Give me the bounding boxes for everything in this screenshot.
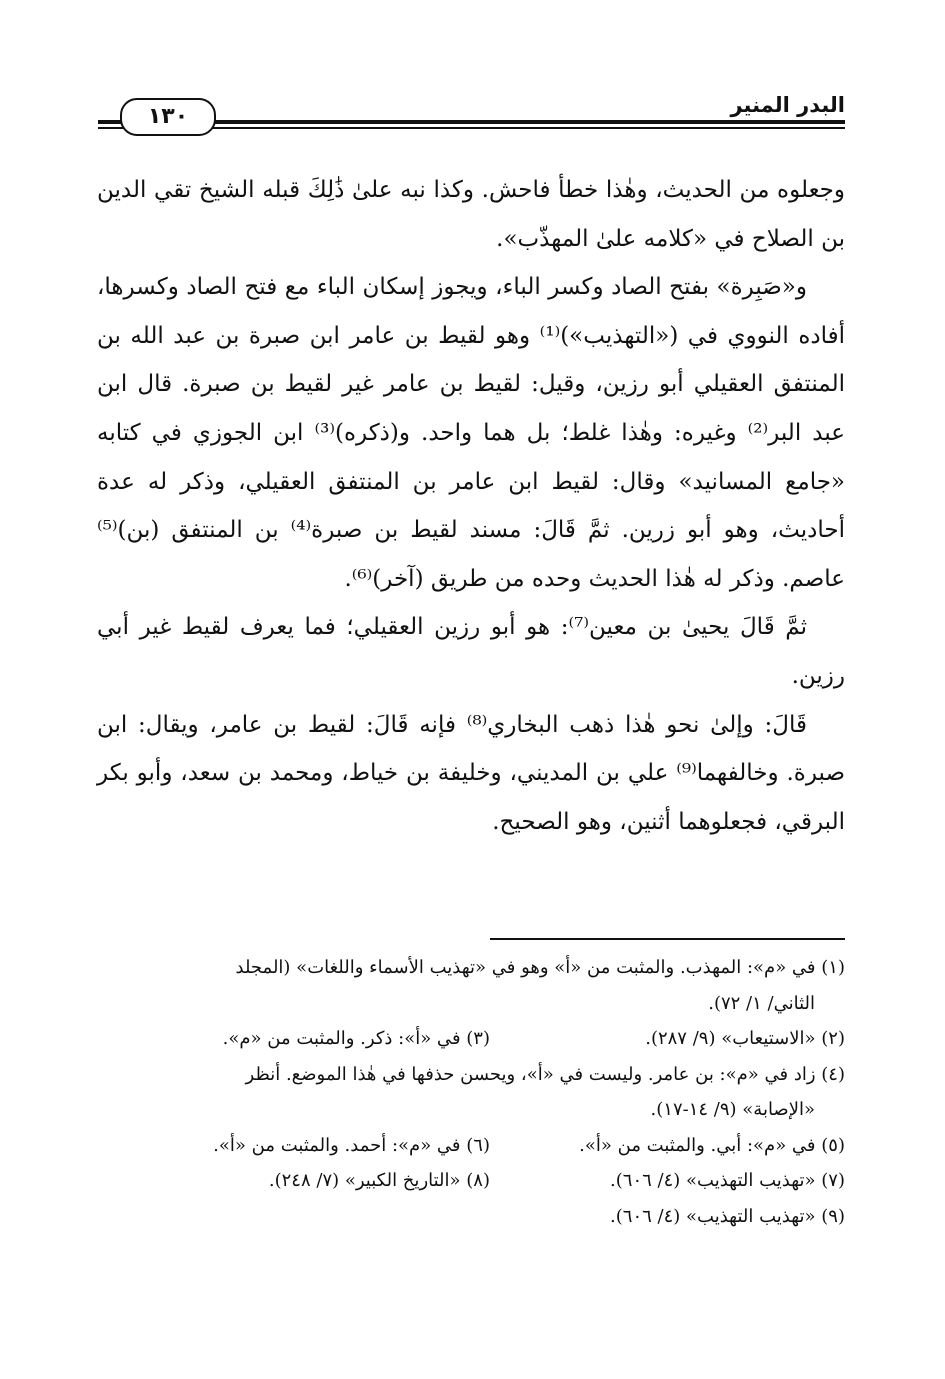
footnote-text: الثاني/ ١/ ٧٢). xyxy=(708,992,815,1014)
paragraph: قَالَ: وإلىٰ نحو هٰذا ذهب البخاري⁽⁸⁾ فإنه قَالَ: لقيط بن عامر، ويقال: ابن صبرة. وخالفهما⁽⁹⁾ علي بن المديني، وخليفة بن خياط، ومحمد بن سعد، وأبو بكر البرقي، فجعلوهما أثنين، وهو الصحيح. xyxy=(97,711,845,835)
footnote-1-continued xyxy=(97,986,845,1022)
paragraph: وجعلوه من الحديث، وهٰذا خطأ فاحش. وكذا نبه علىٰ ذَٰلِكَ قبله الشيخ تقي الدين بن الصلاح في «كلامه علىٰ المهذّب». xyxy=(97,177,845,252)
paragraph: ثمَّ قَالَ يحيىٰ بن معين⁽⁷⁾: هو أبو رزين العقيلي؛ فما يعرف لقيط غير أبي رزين. xyxy=(97,614,845,689)
footnote-4-continued xyxy=(97,1092,845,1128)
footnote-row xyxy=(97,1163,845,1199)
footnote-3: (٣) في «أ»: ذكر. والمثبت من «م». xyxy=(222,1028,490,1049)
footnote-row xyxy=(97,1128,845,1164)
page-header xyxy=(98,92,845,142)
paragraph: و«صَبِرة» بفتح الصاد وكسر الباء، ويجوز إسكان الباء مع فتح الصاد وكسرها، أفاده النووي في («التهذيب»)⁽¹⁾ وهو لقيط بن عامر ابن صبرة بن عبد الله بن المنتفق العقيلي أبو رزين، وقيل: لقيط بن عامر غير لقيط بن صبرة. قال ابن عبد البر⁽²⁾ وغيره: وهٰذا غلط؛ بل هما واحد. و(ذكره)⁽³⁾ ابن الجوزي في كتابه «جامع المسانيد» وقال: لقيط ابن عامر بن المنتفق العقيلي، وذكر له عدة أحاديث، وهو أبو زرين. ثمَّ قَالَ: مسند لقيط بن صبرة⁽⁴⁾ بن المنتفق (بن)⁽⁵⁾ عاصم. وذكر له هٰذا الحديث وحده من طريق (آخر)⁽⁶⁾. xyxy=(97,274,846,592)
footnote-text: (١) في «م»: المهذب. والمثبت من «أ» وهو في «تهذيب الأسماء واللغات» (المجلد xyxy=(235,957,845,978)
page-number: ١٣٠ xyxy=(120,98,216,136)
footnote-text: (٤) زاد في «م»: بن عامر. وليست في «أ»، ويحسن حذفها في هٰذا الموضع. أنظر xyxy=(245,1063,845,1085)
main-text xyxy=(97,166,845,846)
footnote-5: (٥) في «م»: أبي. والمثبت من «أ». xyxy=(579,1134,845,1156)
footnote-9: (٩) «تهذيب التهذيب» (٤/ ٦٠٦). xyxy=(610,1205,845,1227)
footnote-row xyxy=(97,1199,845,1235)
footnote-row xyxy=(97,1021,845,1057)
footnote-1 xyxy=(97,950,845,986)
footnote-8: (٨) «التاريخ الكبير» (٧/ ٢٤٨). xyxy=(268,1170,490,1191)
footnote-2: (٢) «الاستيعاب» (٩/ ٢٨٧). xyxy=(645,1028,845,1049)
footnotes xyxy=(97,950,845,1234)
footnote-6: (٦) في «م»: أحمد. والمثبت من «أ». xyxy=(213,1134,490,1156)
footnote-separator xyxy=(490,938,845,940)
running-title: البدر المنير xyxy=(730,93,845,117)
footnote-7: (٧) «تهذيب التهذيب» (٤/ ٦٠٦). xyxy=(610,1170,845,1191)
footnote-text: «الإصابة» (٩/ ١٤-١٧). xyxy=(650,1099,815,1120)
footnote-4 xyxy=(97,1057,845,1093)
